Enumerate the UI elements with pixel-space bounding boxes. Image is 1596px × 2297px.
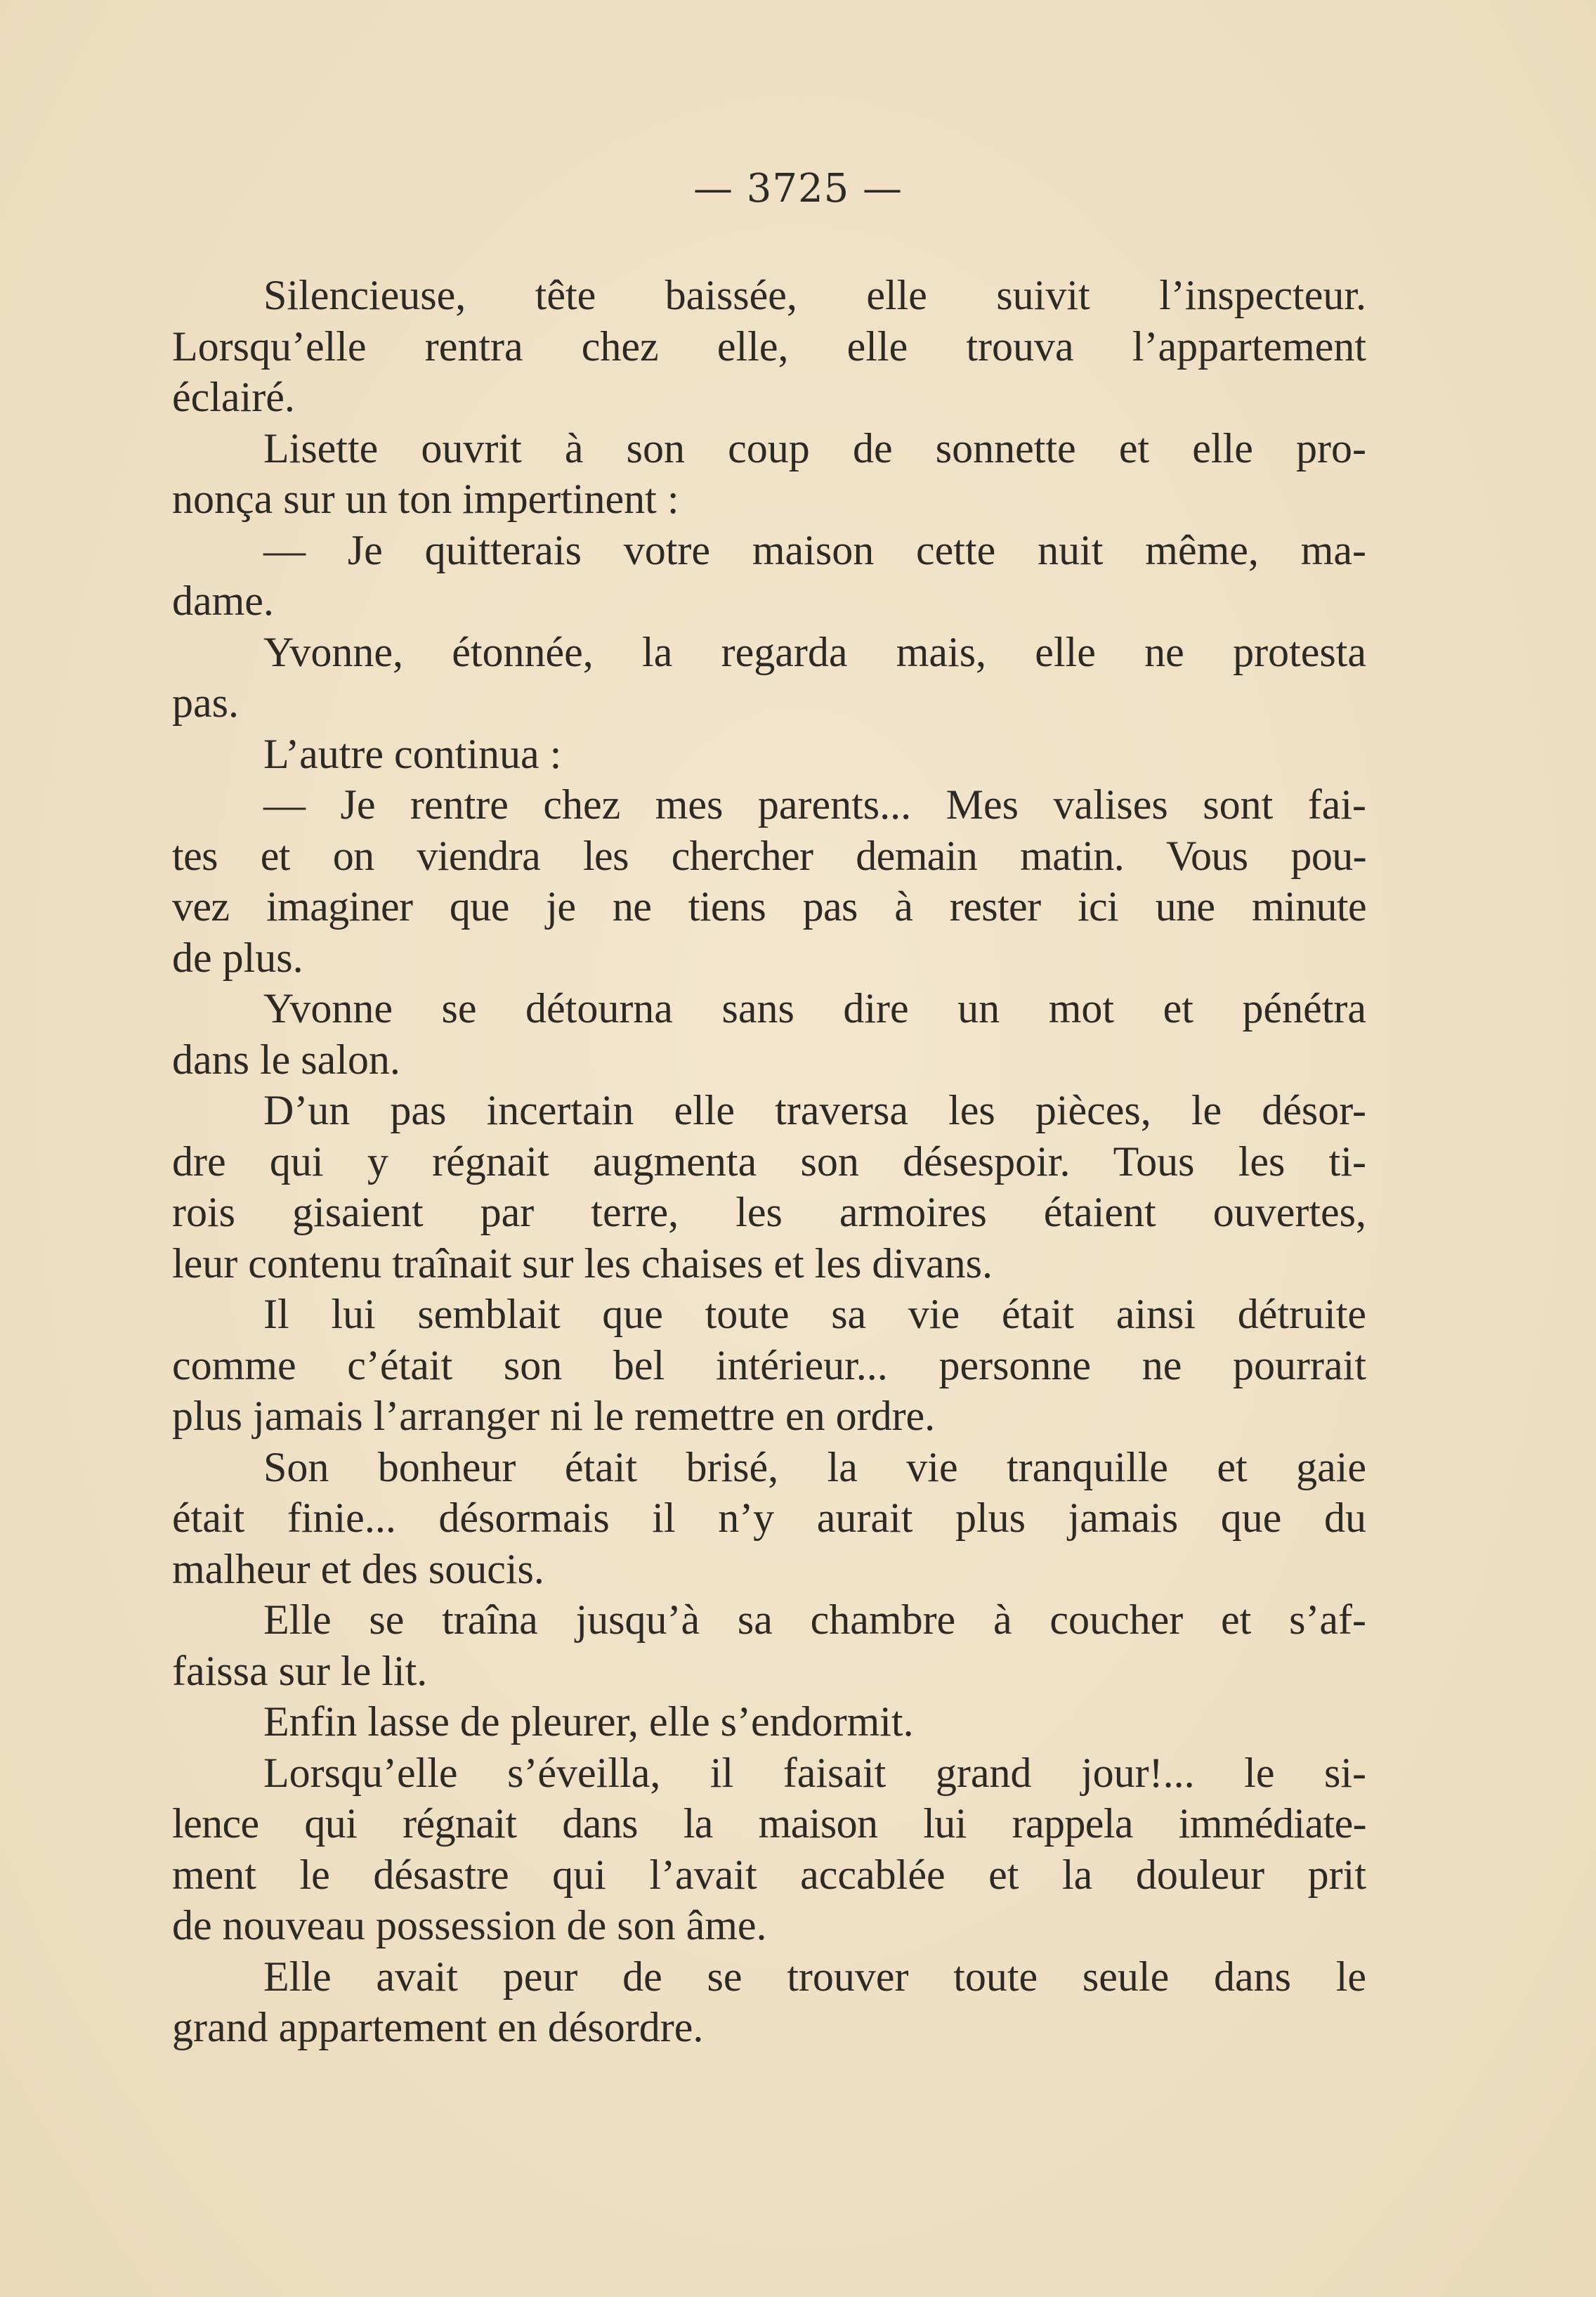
- text-line: tes et on viendra les chercher demain matin. Vous pou-: [172, 832, 1366, 879]
- text-line: était finie... désormais il n’y aurait plus jamais que du: [172, 1495, 1366, 1541]
- text-line: de nouveau possession de son âme.: [172, 1902, 767, 1948]
- text-line: Lorsqu’elle s’éveilla, il faisait grand jour!... le si-: [263, 1749, 1366, 1796]
- text-line: L’autre continua :: [263, 730, 562, 777]
- text-line: — Je rentre chez mes parents... Mes valises sont fai-: [263, 781, 1366, 828]
- text-line: Yvonne, étonnée, la regarda mais, elle ne protesta: [263, 628, 1366, 675]
- text-line: de plus.: [172, 934, 303, 981]
- text-line: nonça sur un ton impertinent :: [172, 476, 679, 522]
- text-line: éclairé.: [172, 374, 295, 420]
- text-line: D’un pas incertain elle traversa les pièces, le désor-: [263, 1087, 1366, 1133]
- text-line: Il lui semblait que toute sa vie était ainsi détruite: [263, 1291, 1366, 1337]
- text-line: Lorsqu’elle rentra chez elle, elle trouva l’appartement: [172, 323, 1366, 370]
- text-line: — Je quitterais votre maison cette nuit même, ma-: [263, 526, 1366, 573]
- text-line: Lisette ouvrit à son coup de sonnette et elle pro-: [263, 424, 1366, 471]
- text-line: Elle avait peur de se trouver toute seule dans le: [263, 1953, 1366, 2000]
- body-text: [172, 270, 1366, 2053]
- text-line: rois gisaient par terre, les armoires étaient ouvertes,: [172, 1189, 1366, 1235]
- text-line: Son bonheur était brisé, la vie tranquille et gaie: [263, 1443, 1366, 1490]
- text-line: comme c’était son bel intérieur... personne ne pourrait: [172, 1341, 1366, 1388]
- text-line: plus jamais l’arranger ni le remettre en ordre.: [172, 1393, 936, 1439]
- text-line: dans le salon.: [172, 1036, 400, 1083]
- text-line: faissa sur le lit.: [172, 1647, 428, 1694]
- text-line: dame.: [172, 578, 274, 624]
- text-line: Silencieuse, tête baissée, elle suivit l’inspecteur.: [263, 272, 1366, 318]
- text-line: malheur et des soucis.: [172, 1545, 544, 1592]
- text-line: Enfin lasse de pleurer, elle s’endormit.: [263, 1698, 914, 1745]
- text-line: Elle se traîna jusqu’à sa chambre à coucher et s’af-: [263, 1596, 1366, 1643]
- text-line: grand appartement en désordre.: [172, 2004, 704, 2050]
- text-line: pas.: [172, 679, 239, 726]
- page-number: — 3725 —: [693, 166, 903, 212]
- text-line: leur contenu traînait sur les chaises et les divans.: [172, 1239, 993, 1287]
- text-line: Yvonne se détourna sans dire un mot et pénétra: [263, 985, 1366, 1032]
- text-line: ment le désastre qui l’avait accablée et la douleur prit: [172, 1851, 1366, 1898]
- text-line: lence qui régnait dans la maison lui rappela immédiate-: [172, 1800, 1366, 1847]
- text-line: dre qui y régnait augmenta son désespoir. Tous les ti-: [172, 1138, 1366, 1185]
- text-line: vez imaginer que je ne tiens pas à rester ici une minute: [172, 883, 1366, 930]
